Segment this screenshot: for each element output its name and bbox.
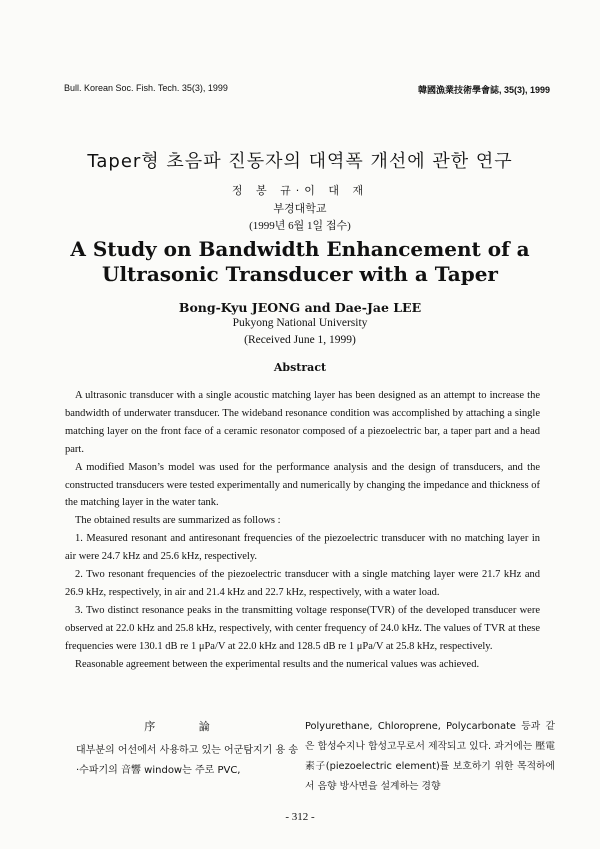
intro-left-text: 대부분의 어선에서 사용하고 있는 어군탐지기 용 송·수파기의 音響 window는 주로 PVC,: [76, 745, 298, 776]
abstract-paragraph: 3. Two distinct resonance peaks in the transmitting voltage response(TVR) of the developed transducer were observed at 22.0 kHz and 25.8 kHz, respectively, with center frequency of 24.0 kHz. The values of TVR at these frequencies were 130.1 dB re 1 μPa/V at 22.0 kHz and 128.5 dB re 1 μPa/V at 25.8 kHz, respectively.: [65, 604, 540, 652]
korean-received-date: (1999년 6월 1일 접수): [249, 220, 351, 232]
korean-authors: 정 봉 규·이 대 재: [231, 184, 369, 197]
abstract-paragraph: 1. Measured resonant and antiresonant frequencies of the piezoelectric transducer with no matching layer in air were 24.7 kHz and 25.6 kHz, respectively.: [65, 533, 540, 563]
journal-citation-korean: 韓國漁業技術學會誌, 35(3), 1999: [417, 85, 550, 95]
english-affiliation: Pukyong National University: [232, 317, 368, 329]
intro-right-column: [305, 717, 555, 797]
intro-heading: 序 論: [144, 720, 230, 733]
intro-left-column: [76, 717, 298, 781]
english-received-date: (Received June 1, 1999): [244, 334, 356, 346]
english-title: [0, 237, 600, 287]
english-title-line-1: A Study on Bandwidth Enhancement of a: [70, 237, 530, 261]
abstract-paragraph: The obtained results are summarized as follows :: [75, 515, 281, 527]
abstract-paragraph: 2. Two resonant frequencies of the piezoelectric transducer with a single matching layer were 21.7 kHz and 26.9 kHz, respectively, in air and 21.4 kHz and 22.7 kHz, respectively, with a water load.: [65, 569, 540, 598]
abstract-heading: Abstract: [273, 361, 327, 374]
abstract-body: [65, 387, 540, 674]
english-authors: Bong-Kyu JEONG and Dae-Jae LEE: [178, 300, 422, 315]
english-title-line-2: Ultrasonic Transducer with a Taper: [102, 262, 498, 286]
page-number: - 312 -: [285, 811, 315, 823]
abstract-paragraph: Reasonable agreement between the experimental results and the numerical values was achieved.: [75, 658, 480, 670]
abstract-paragraph: A ultrasonic transducer with a single acoustic matching layer has been designed as an attempt to increase the bandwidth of underwater transducer. The wideband resonance condition was accomplished by attaching a single matching layer on the front face of a ceramic resonator composed of a piezoelectric bar, a taper part and a head part.: [65, 390, 540, 455]
korean-affiliation: 부경대학교: [273, 202, 327, 215]
korean-title: Taper형 초음파 진동자의 대역폭 개선에 관한 연구: [87, 151, 513, 172]
journal-citation-english: Bull. Korean Soc. Fish. Tech. 35(3), 1999: [64, 83, 228, 93]
abstract-paragraph: A modified Mason’s model was used for the performance analysis and the design of transducers, and the constructed transducers were tested experimentally and numerically by changing the impedance and thickness of the matching layer in the water tank.: [65, 461, 540, 509]
intro-right-text: Polyurethane, Chloroprene, Polycarbonate 등과 같은 합성수지나 합성고무로서 제작되고 있다. 과거에는 壓電素子(piezoelectric element)를 보호하기 위한 목적하에서 음향 방사면을 설계하는 경향: [305, 721, 555, 792]
